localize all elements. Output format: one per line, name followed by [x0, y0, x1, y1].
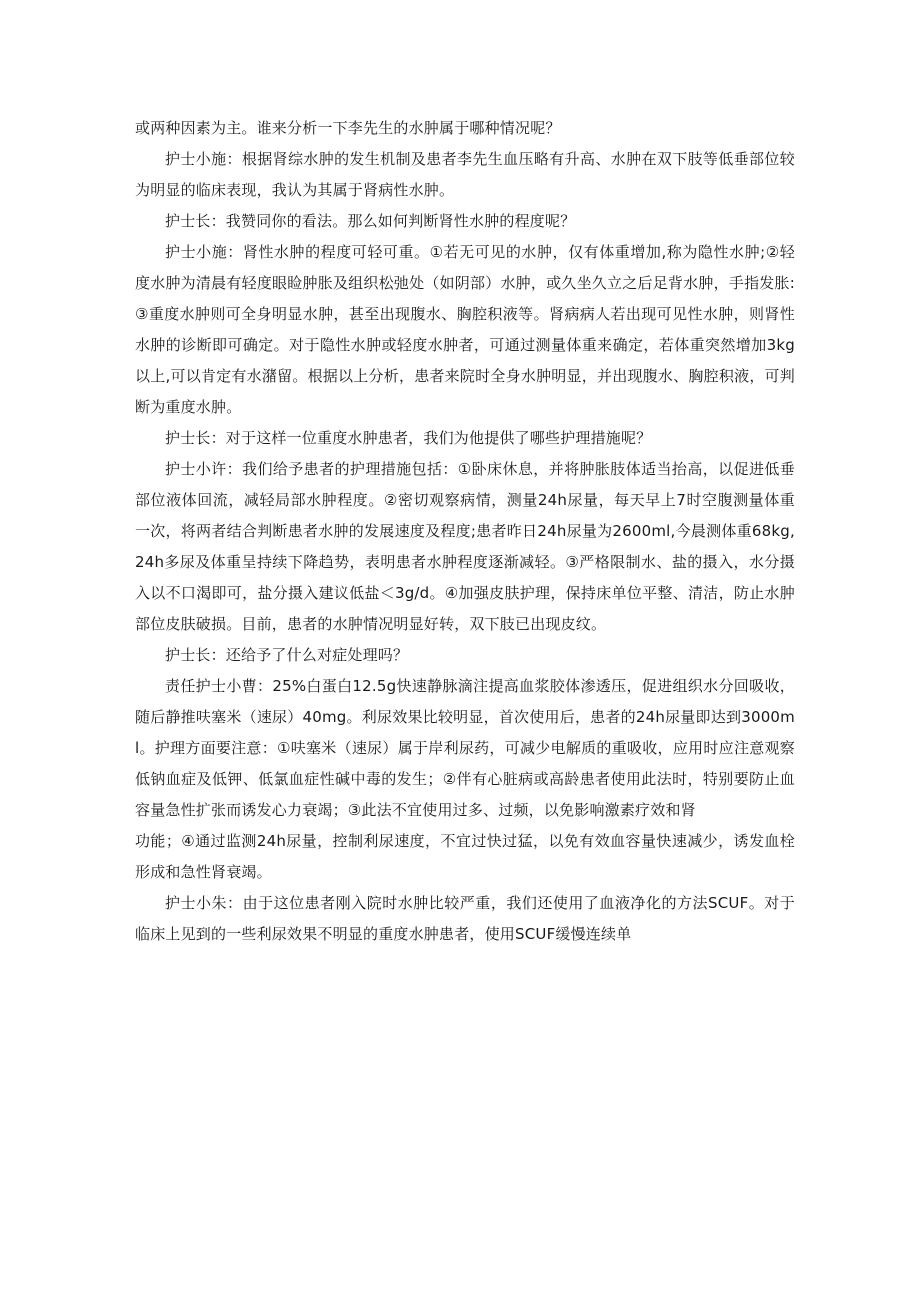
paragraph-7: 护士长：还给予了什么对症处理吗？: [165, 646, 409, 664]
paragraph-3: 护士长：我赞同你的看法。那么如何判断肾性水肿的程度呢？: [165, 212, 576, 230]
paragraph-10: 护士小朱：由于这位患者刚入院时水肿比较严重，我们还使用了血液净化的方法SCUF。对于临床上见到的一些利尿效果不明显的重度水肿患者，使用SCUF缓慢连续单: [135, 894, 795, 943]
paragraph-4: 护士小施：肾性水肿的程度可轻可重。①若无可见的水肿，仅有体重增加,称为隐性水肿;②轻度水肿为清晨有轻度眼睑肿胀及组织松弛处（如阴部）水肿，或久坐久立之后足背水肿，手指发胀:③重度水肿则可全身明显水肿，甚至出现腹水、胸腔积液等。肾病病人若出现可见性水肿，则肾性水肿的诊断即可确定。对于隐性水肿或轻度水肿者，可通过测量体重来确定，若体重突然增加3kg以上,可以肯定有水潴留。根据以上分析，患者来院时全身水肿明显，并出现腹水、胸腔积液，可判断为重度水肿。: [135, 243, 795, 416]
paragraph-1: 或两种因素为主。谁来分析一下李先生的水肿属于哪种情况呢？: [135, 119, 561, 137]
paragraph-8: 责任护士小曹：25%白蛋白12.5g快速静脉滴注提高血浆胶体渗透压，促进组织水分回吸收，随后静推呋塞米（速尿）40mg。利尿效果比较明显，首次使用后，患者的24h尿量即达到3000ml。护理方面要注意：①呋塞米（速尿）属于岸利尿药，可减少电解质的重吸收，应用时应注意观察低钠血症及低钾、低氯血症性碱中毒的发生；②伴有心脏病或高龄患者使用此法时，特别要防止血容量急性扩张而诱发心力衰竭；③此法不宜使用过多、过频，以免影响激素疗效和肾: [135, 677, 795, 819]
paragraph-9: 功能；④通过监测24h尿量，控制利尿速度，不宜过快过猛，以免有效血容量快速减少，诱发血栓形成和急性肾衰竭。: [135, 832, 795, 881]
paragraph-2: 护士小施：根据肾综水肿的发生机制及患者李先生血压略有升高、水肿在双下肢等低垂部位较为明显的临床表现，我认为其属于肾病性水肿。: [135, 150, 795, 199]
paragraph-5: 护士长：对于这样一位重度水肿患者，我们为他提供了哪些护理措施呢？: [165, 429, 652, 447]
document-body: [135, 113, 795, 950]
paragraph-6: 护士小许：我们给予患者的护理措施包括：①卧床休息，并将肿胀肢体适当抬高，以促进低垂部位液体回流，减轻局部水肿程度。②密切观察病情，测量24h尿量，每天早上7时空腹测量体重一次，将两者结合判断患者水肿的发展速度及程度;患者昨日24h尿量为2600ml,今晨测体重68kg,24h多尿及体重呈持续下降趋势，表明患者水肿程度逐渐减轻。③严格限制水、盐的摄入，水分摄入以不口渴即可，盐分摄入建议低盐＜3g/d。④加强皮肤护理，保持床单位平整、清洁，防止水肿部位皮肤破损。目前，患者的水肿情况明显好转，双下肢已出现皮纹。: [135, 460, 795, 633]
